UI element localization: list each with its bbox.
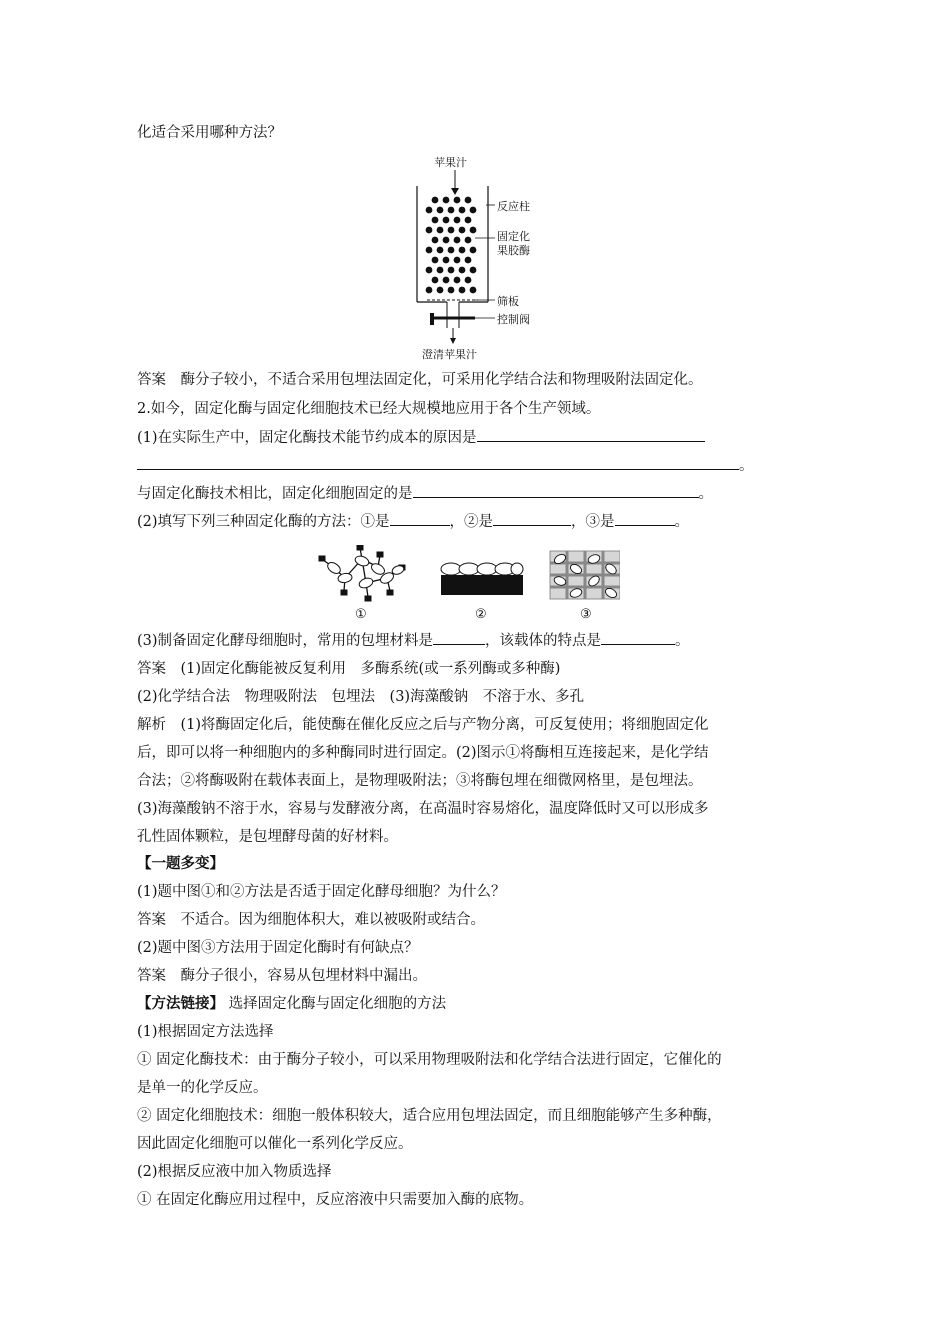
text-line: (2)根据反应液中加入物质选择 xyxy=(137,1164,332,1180)
label-sieve-plate: 筛板 xyxy=(497,295,519,308)
output-label: 澄清苹果汁 xyxy=(422,348,477,361)
question-2-part-1b xyxy=(137,483,713,505)
analysis-line: (3)海藻酸钠不溶于水，容易与发酵液分离，在高温时容易熔化，温度降低时又可以形成多 xyxy=(137,801,709,817)
text-line: ① 在固定化酶应用过程中，反应溶液中只需要加入酶的底物。 xyxy=(137,1192,534,1208)
text: 选择固定化酶与固定化细胞的方法 xyxy=(228,996,447,1012)
text: 。 xyxy=(674,514,690,530)
enzyme-beads xyxy=(426,197,477,294)
reaction-column-figure xyxy=(400,150,560,365)
answer-blank[interactable] xyxy=(433,630,485,645)
question-2-part-1 xyxy=(137,427,705,449)
text-line: ② 固定化细胞技术：细胞一般体积较大，适合应用包埋法固定，而且细胞能够产生多种酶， xyxy=(137,1108,722,1124)
text: (1)在实际生产中，固定化酶技术能节约成本的原因是 xyxy=(137,430,477,446)
variant-question: (1)题中图①和②方法是否适于固定化酵母细胞？为什么？ xyxy=(137,884,506,900)
text: (2)填写下列三种固定化酶的方法：①是 xyxy=(137,514,390,530)
analysis-line: 解析 (1)将酶固定化后，能使酶在催化反应之后与产物分离，可反复使用；将细胞固定化 xyxy=(137,717,709,733)
method-1-label: ① xyxy=(355,607,367,622)
question-2-part-2 xyxy=(137,511,689,533)
physical-adsorption-graphic xyxy=(441,563,523,595)
text: (3)制备固定化酵母细胞时，常用的包埋材料是 xyxy=(137,633,434,649)
text: 。 xyxy=(739,458,754,474)
analysis-line: 合法；②将酶吸附在载体表面上，是物理吸附法；③将酶包埋在细微网格里，是包埋法。 xyxy=(137,773,703,789)
answer-blank[interactable] xyxy=(493,511,571,526)
answer-line: 答案 (1)固定化酶能被反复利用 多酶系统(或一系列酶或多种酶) xyxy=(137,661,561,677)
answer-line: 答案 酶分子很小，容易从包埋材料中漏出。 xyxy=(137,968,427,984)
analysis-line: 孔性固体颗粒，是包埋酵母菌的好材料。 xyxy=(137,829,398,845)
answer-blank[interactable] xyxy=(390,511,450,526)
answer-blank[interactable] xyxy=(477,427,705,442)
label-enzyme-line1: 固定化 xyxy=(497,230,530,243)
methods-diagram xyxy=(310,545,620,605)
method-link-heading xyxy=(137,993,446,1015)
question-2-part-1-cont xyxy=(137,455,754,477)
label-valve: 控制阀 xyxy=(497,313,530,326)
text-line: 化适合采用哪种方法？ xyxy=(137,125,282,141)
chemical-binding-graphic xyxy=(319,545,405,601)
text: 。 xyxy=(675,633,690,649)
analysis-line: 后，即可以将一种细胞内的多种酶同时进行固定。(2)图示①将酶相互连接起来，是化学结 xyxy=(137,745,709,761)
text: ，该载体的特点是 xyxy=(485,633,602,649)
answer-blank[interactable] xyxy=(413,483,699,498)
answer-line: 答案 酶分子较小，不适合采用包埋法固定化，可采用化学结合法和物理吸附法固定化。 xyxy=(137,372,703,388)
answer-blank[interactable] xyxy=(615,511,675,526)
label-reaction-column: 反应柱 xyxy=(497,200,530,213)
embedding-graphic xyxy=(550,551,620,599)
answer-blank[interactable] xyxy=(137,455,739,470)
label-enzyme-line2: 果胶酶 xyxy=(497,244,530,257)
text: ，②是 xyxy=(449,514,494,530)
text: ，③是 xyxy=(571,514,615,530)
question-2-stem: 2.如今，固定化酶与固定化细胞技术已经大规模地应用于各个生产领域。 xyxy=(137,401,601,417)
method-2-label: ② xyxy=(475,607,487,622)
text-line: ① 固定化酶技术：由于酶分子较小，可以采用物理吸附法和化学结合法进行固定，它催化的 xyxy=(137,1052,722,1068)
section-heading: 【一题多变】 xyxy=(137,855,224,872)
answer-blank[interactable] xyxy=(601,630,675,645)
immobilization-methods-figure xyxy=(310,545,620,625)
text: 与固定化酶技术相比，固定化细胞固定的是 xyxy=(137,486,413,502)
text-line: 因此固定化细胞可以催化一系列化学反应。 xyxy=(137,1136,413,1152)
input-label: 苹果汁 xyxy=(434,156,467,169)
method-3-label: ③ xyxy=(580,607,592,622)
text: 。 xyxy=(698,486,713,502)
answer-line: 答案 不适合。因为细胞体积大，难以被吸附或结合。 xyxy=(137,912,485,928)
section-heading: 【方法链接】 xyxy=(137,995,224,1012)
variant-question: (2)题中图③方法用于固定化酶时有何缺点？ xyxy=(137,940,419,956)
text-line: 是单一的化学反应。 xyxy=(137,1080,268,1096)
text-line: (1)根据固定方法选择 xyxy=(137,1024,274,1040)
column-diagram xyxy=(400,150,560,365)
question-2-part-3 xyxy=(137,630,690,652)
answer-line: (2)化学结合法 物理吸附法 包埋法 (3)海藻酸钠 不溶于水、多孔 xyxy=(137,689,585,705)
